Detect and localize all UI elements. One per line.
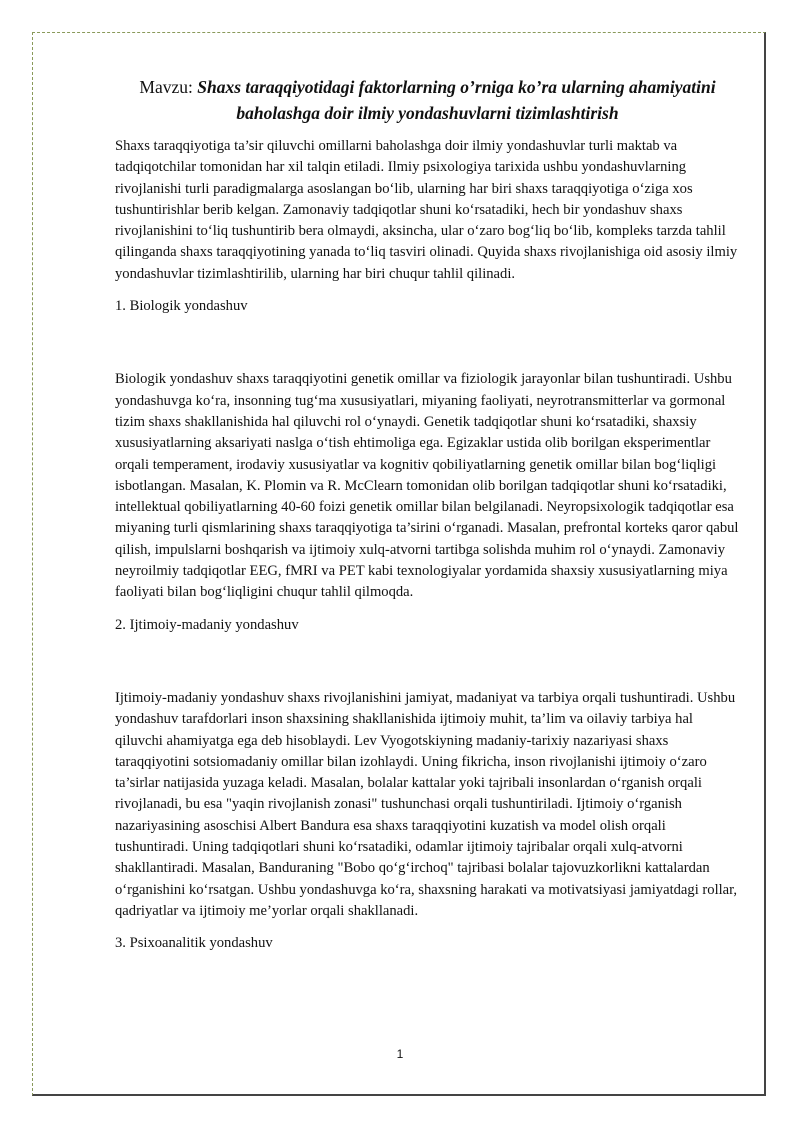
section-heading-biological: 1. Biologik yondashuv [115, 298, 248, 315]
intro-paragraph: Shaxs taraqqiyotiga ta’sir qiluvchi omillarni baholashga doir ilmiy yondashuvlar turli maktab va tadqiqotchilar tomonidan har xil talqin etiladi. Ilmiy psixologiya tarixida ushbu yondashuvlarning rivojlanishi turli paradigmalarga asoslangan bo‘lib, ularning har biri shaxs taraqqiyotiga o‘ziga xos tushuntirishlar berib kelgan. Zamonaviy tadqiqotlar shuni ko‘rsatadiki, hech bir yondashuv shaxs rivojlanishini to‘liq tushuntirib bera olmaydi, aksincha, ular o‘zaro bog‘liq bo‘lib, kompleks tarzda tahlil qilinganda shaxs taraqqiyotining yanada to‘liq tasviri olinadi. Quyida shaxs rivojlanishiga oid asosiy ilmiy yondashuvlar tizimlashtirilib, ularning har biri chuqur tahlil qilinadi. [115, 138, 738, 282]
page-number: 1 [396, 1047, 404, 1061]
title-label: Mavzu: [139, 77, 198, 97]
document-title [115, 74, 740, 126]
document-body [115, 74, 740, 966]
section-text-sociocultural: Ijtimoiy-madaniy yondashuv shaxs rivojlanishini jamiyat, madaniyat va tarbiya orqali tushuntiradi. Ushbu yondashuv tarafdorlari inson shaxsining shakllanishida ijtimoiy muhit, ta’lim va oilaviy tarbiya hal qiluvchi ahamiyatga ega deb hisoblaydi. Lev Vyogotskiyning madaniy-tarixiy nazariyasi shaxs taraqqiyotini sotsiomadaniy omillar bilan izohlaydi. Uning fikricha, inson rivojlanishi ijtimoiy o‘zaro ta’sirlar natijasida yuzaga keladi. Masalan, bolalar kattalar yoki tajribali insonlardan o‘rganish orqali rivojlanadi, bu esa "yaqin rivojlanish zonasi" tushunchasi orqali tushuntiriladi. Ijtimoiy o‘rganish nazariyasining asoschisi Albert Bandura esa shaxs taraqqiyotini kuzatish va model olish orqali tushuntiradi. Uning tadqiqotlari shuni ko‘rsatadiki, odamlar ijtimoiy tajribalar orqali xulq-atvorni shakllantiradi. Masalan, Banduraning "Bobo qo‘g‘irchoq" tajribasi bolalar tajovuzkorlikni kattalardan o‘rganishini ko‘rsatgan. Ushbu yondashuvga ko‘ra, shaxsning harakati va motivatsiyasi jamiyatdagi rollar, qadriyatlar va ijtimoiy me’yorlar orqali shakllanadi. [115, 689, 738, 919]
section-text-biological: Biologik yondashuv shaxs taraqqiyotini genetik omillar va fiziologik jarayonlar bilan tushuntiradi. Ushbu yondashuvga ko‘ra, insonning tug‘ma xususiyatlari, miyaning faoliyati, neyrotransmitterlar va gormonal tizim shaxs shakllanishida hal qiluvchi rol o‘ynaydi. Genetik tadqiqotlar shuni ko‘rsatadiki, shaxsiy xususiyatlarning aksariyati naslga o‘tish ehtimoliga ega. Egizaklar ustida olib borilgan eksperimentlar orqali temperament, irodaviy xususiyatlar va kognitiv qobiliyatlarning genetik omillar bilan bog‘liqligi isbotlangan. Masalan, K. Plomin va R. McClearn tomonidan olib borilgan tadqiqotlar shuni ko‘rsatadiki, intellektual qobiliyatlarning 40-60 foizi genetik omillar bilan belgilanadi. Neyropsixologik tadqiqotlar esa miyaning turli qismlarining shaxs taraqqiyotiga ta’sirini o‘rganadi. Masalan, prefrontal korteks qaror qabul qilish, impulslarni boshqarish va ijtimoiy xulq-atvorni tartibga solishda muhim rol o‘ynaydi. Zamonaviy neyroilmiy tadqiqotlar EEG, fMRI va PET kabi texnologiyalar yordamida shaxsiy xususiyatlarning miya faoliyati bilan bog‘liqligini chuqur tahlil qilmoqda. [115, 371, 739, 601]
title-topic: Shaxs taraqqiyotidagi faktorlarning o’rniga ko’ra ularning ahamiyatini baholashga doir ilmiy yondashuvlarni tizimlashtirish [197, 77, 716, 123]
section-heading-psychoanalytic: 3. Psixoanalitik yondashuv [115, 935, 273, 952]
section-heading-sociocultural: 2. Ijtimoiy-madaniy yondashuv [115, 616, 299, 633]
